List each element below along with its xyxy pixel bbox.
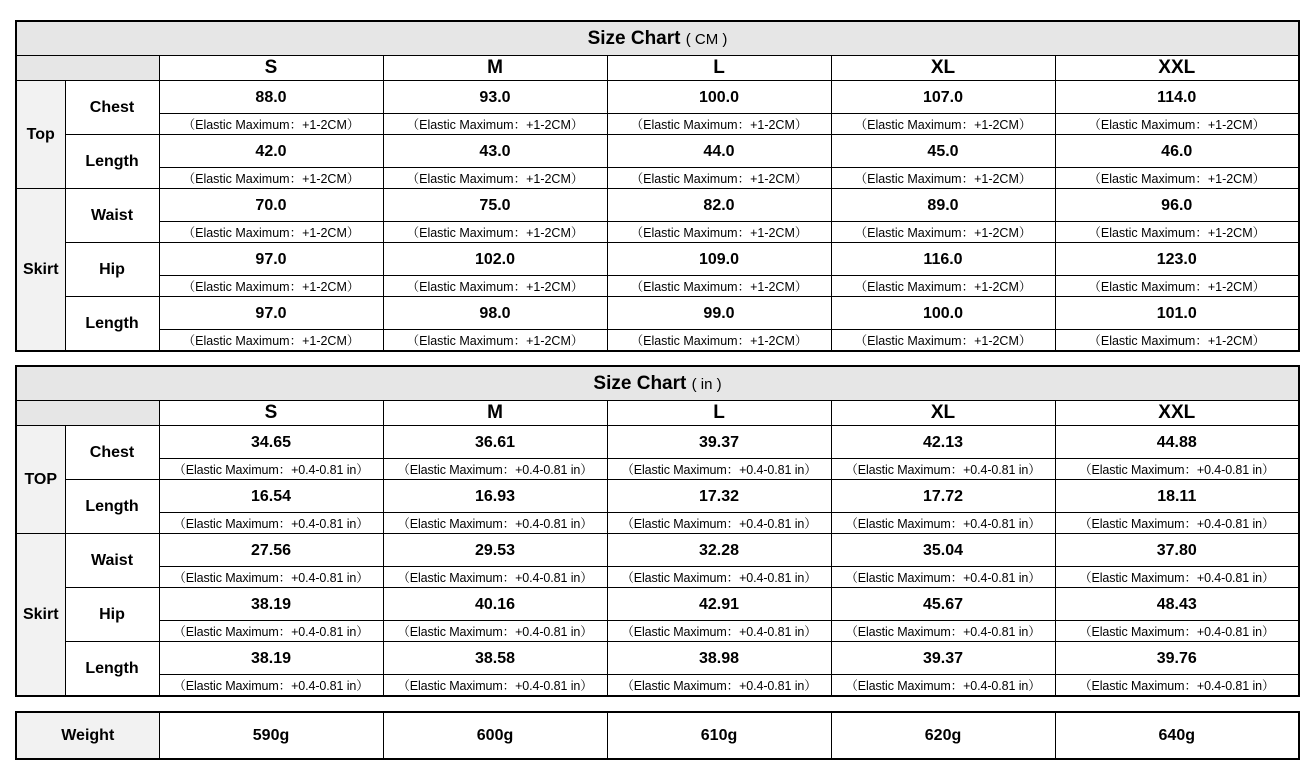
table-row bbox=[16, 588, 1299, 621]
elastic-note: （Elastic Maximum：+1-2CM） bbox=[383, 222, 607, 243]
size-header-s: S bbox=[159, 401, 383, 426]
elastic-note: （Elastic Maximum：+0.4-0.81 in） bbox=[159, 675, 383, 697]
measurement-value: 97.0 bbox=[159, 297, 383, 330]
elastic-note: （Elastic Maximum：+1-2CM） bbox=[159, 330, 383, 352]
measurement-value: 98.0 bbox=[383, 297, 607, 330]
measurement-value: 88.0 bbox=[159, 81, 383, 114]
chart-title-row bbox=[16, 366, 1299, 401]
table-row bbox=[16, 276, 1299, 297]
weight-table bbox=[15, 711, 1300, 760]
table-row bbox=[16, 81, 1299, 114]
measure-label: Hip bbox=[65, 243, 159, 297]
measure-label: Chest bbox=[65, 426, 159, 480]
elastic-note: （Elastic Maximum：+1-2CM） bbox=[159, 168, 383, 189]
elastic-note: （Elastic Maximum：+1-2CM） bbox=[1055, 330, 1299, 352]
measurement-value: 39.76 bbox=[1055, 642, 1299, 675]
measurement-value: 100.0 bbox=[607, 81, 831, 114]
measurement-value: 34.65 bbox=[159, 426, 383, 459]
measurement-value: 107.0 bbox=[831, 81, 1055, 114]
measurement-value: 109.0 bbox=[607, 243, 831, 276]
elastic-note: （Elastic Maximum：+1-2CM） bbox=[1055, 168, 1299, 189]
measurement-value: 114.0 bbox=[1055, 81, 1299, 114]
size-header-s: S bbox=[159, 56, 383, 81]
elastic-note: （Elastic Maximum：+1-2CM） bbox=[383, 114, 607, 135]
elastic-note: （Elastic Maximum：+1-2CM） bbox=[607, 276, 831, 297]
elastic-note: （Elastic Maximum：+0.4-0.81 in） bbox=[159, 513, 383, 534]
elastic-note: （Elastic Maximum：+0.4-0.81 in） bbox=[607, 459, 831, 480]
measurement-value: 36.61 bbox=[383, 426, 607, 459]
table-row bbox=[16, 222, 1299, 243]
elastic-note: （Elastic Maximum：+0.4-0.81 in） bbox=[607, 621, 831, 642]
measurement-value: 38.98 bbox=[607, 642, 831, 675]
weight-value: 620g bbox=[831, 712, 1055, 759]
measurement-value: 37.80 bbox=[1055, 534, 1299, 567]
measurement-value: 17.72 bbox=[831, 480, 1055, 513]
weight-label: Weight bbox=[16, 712, 159, 759]
size-header-row bbox=[16, 401, 1299, 426]
measurement-value: 38.19 bbox=[159, 588, 383, 621]
elastic-note: （Elastic Maximum：+1-2CM） bbox=[831, 168, 1055, 189]
elastic-note: （Elastic Maximum：+0.4-0.81 in） bbox=[607, 567, 831, 588]
elastic-note: （Elastic Maximum：+0.4-0.81 in） bbox=[383, 675, 607, 697]
measure-label: Waist bbox=[65, 534, 159, 588]
elastic-note: （Elastic Maximum：+1-2CM） bbox=[383, 330, 607, 352]
size-header-xxl: XXL bbox=[1055, 401, 1299, 426]
measurement-value: 35.04 bbox=[831, 534, 1055, 567]
group-label: Top bbox=[16, 81, 65, 189]
measurement-value: 17.32 bbox=[607, 480, 831, 513]
measurement-value: 18.11 bbox=[1055, 480, 1299, 513]
measurement-value: 16.93 bbox=[383, 480, 607, 513]
measurement-value: 116.0 bbox=[831, 243, 1055, 276]
table-row bbox=[16, 459, 1299, 480]
measurement-value: 44.0 bbox=[607, 135, 831, 168]
elastic-note: （Elastic Maximum：+0.4-0.81 in） bbox=[383, 513, 607, 534]
measurement-value: 40.16 bbox=[383, 588, 607, 621]
elastic-note: （Elastic Maximum：+1-2CM） bbox=[159, 114, 383, 135]
size-chart-cm bbox=[15, 20, 1300, 352]
elastic-note: （Elastic Maximum：+0.4-0.81 in） bbox=[607, 513, 831, 534]
measurement-value: 42.0 bbox=[159, 135, 383, 168]
measurement-value: 27.56 bbox=[159, 534, 383, 567]
table-row bbox=[16, 135, 1299, 168]
elastic-note: （Elastic Maximum：+1-2CM） bbox=[831, 222, 1055, 243]
header-corner bbox=[16, 401, 159, 426]
elastic-note: （Elastic Maximum：+0.4-0.81 in） bbox=[1055, 675, 1299, 697]
measurement-value: 99.0 bbox=[607, 297, 831, 330]
chart-title-text: Size Chart bbox=[593, 372, 687, 394]
table-row bbox=[16, 642, 1299, 675]
measurement-value: 38.19 bbox=[159, 642, 383, 675]
table-row bbox=[16, 675, 1299, 697]
elastic-note: （Elastic Maximum：+1-2CM） bbox=[159, 276, 383, 297]
weight-value: 590g bbox=[159, 712, 383, 759]
elastic-note: （Elastic Maximum：+1-2CM） bbox=[383, 168, 607, 189]
elastic-note: （Elastic Maximum：+1-2CM） bbox=[607, 222, 831, 243]
measurement-value: 82.0 bbox=[607, 189, 831, 222]
elastic-note: （Elastic Maximum：+0.4-0.81 in） bbox=[383, 459, 607, 480]
measure-label: Waist bbox=[65, 189, 159, 243]
table-row bbox=[16, 426, 1299, 459]
weight-value: 600g bbox=[383, 712, 607, 759]
elastic-note: （Elastic Maximum：+0.4-0.81 in） bbox=[1055, 513, 1299, 534]
table-row bbox=[16, 189, 1299, 222]
elastic-note: （Elastic Maximum：+0.4-0.81 in） bbox=[383, 621, 607, 642]
measurement-value: 93.0 bbox=[383, 81, 607, 114]
measurement-value: 42.91 bbox=[607, 588, 831, 621]
elastic-note: （Elastic Maximum：+0.4-0.81 in） bbox=[831, 459, 1055, 480]
group-label: Skirt bbox=[16, 534, 65, 697]
measurement-value: 44.88 bbox=[1055, 426, 1299, 459]
size-chart-in bbox=[15, 365, 1300, 697]
elastic-note: （Elastic Maximum：+1-2CM） bbox=[1055, 222, 1299, 243]
measurement-value: 70.0 bbox=[159, 189, 383, 222]
measurement-value: 39.37 bbox=[831, 642, 1055, 675]
table-row bbox=[16, 567, 1299, 588]
chart-unit: ( in ) bbox=[691, 375, 722, 393]
elastic-note: （Elastic Maximum：+0.4-0.81 in） bbox=[1055, 567, 1299, 588]
table-row bbox=[16, 168, 1299, 189]
chart-title bbox=[16, 366, 1299, 401]
measurement-value: 89.0 bbox=[831, 189, 1055, 222]
measurement-value: 16.54 bbox=[159, 480, 383, 513]
elastic-note: （Elastic Maximum：+1-2CM） bbox=[831, 330, 1055, 352]
table-row bbox=[16, 114, 1299, 135]
measurement-value: 75.0 bbox=[383, 189, 607, 222]
measurement-value: 48.43 bbox=[1055, 588, 1299, 621]
elastic-note: （Elastic Maximum：+0.4-0.81 in） bbox=[831, 621, 1055, 642]
table-row bbox=[16, 330, 1299, 352]
measurement-value: 102.0 bbox=[383, 243, 607, 276]
measure-label: Hip bbox=[65, 588, 159, 642]
measurement-value: 32.28 bbox=[607, 534, 831, 567]
table-row bbox=[16, 534, 1299, 567]
measure-label: Length bbox=[65, 642, 159, 697]
elastic-note: （Elastic Maximum：+0.4-0.81 in） bbox=[831, 513, 1055, 534]
size-header-xl: XL bbox=[831, 401, 1055, 426]
size-header-xxl: XXL bbox=[1055, 56, 1299, 81]
size-header-m: M bbox=[383, 56, 607, 81]
table-row bbox=[16, 513, 1299, 534]
elastic-note: （Elastic Maximum：+1-2CM） bbox=[607, 114, 831, 135]
size-header-l: L bbox=[607, 401, 831, 426]
size-header-xl: XL bbox=[831, 56, 1055, 81]
group-label: TOP bbox=[16, 426, 65, 534]
measurement-value: 29.53 bbox=[383, 534, 607, 567]
size-header-row bbox=[16, 56, 1299, 81]
elastic-note: （Elastic Maximum：+0.4-0.81 in） bbox=[1055, 621, 1299, 642]
measurement-value: 101.0 bbox=[1055, 297, 1299, 330]
table-row bbox=[16, 243, 1299, 276]
chart-title-text: Size Chart bbox=[587, 27, 681, 49]
elastic-note: （Elastic Maximum：+0.4-0.81 in） bbox=[1055, 459, 1299, 480]
elastic-note: （Elastic Maximum：+1-2CM） bbox=[1055, 276, 1299, 297]
table-row bbox=[16, 297, 1299, 330]
group-label: Skirt bbox=[16, 189, 65, 352]
weight-value: 610g bbox=[607, 712, 831, 759]
measure-label: Chest bbox=[65, 81, 159, 135]
elastic-note: （Elastic Maximum：+1-2CM） bbox=[607, 168, 831, 189]
elastic-note: （Elastic Maximum：+0.4-0.81 in） bbox=[159, 621, 383, 642]
table-row bbox=[16, 480, 1299, 513]
measurement-value: 43.0 bbox=[383, 135, 607, 168]
weight-value: 640g bbox=[1055, 712, 1299, 759]
measurement-value: 42.13 bbox=[831, 426, 1055, 459]
measurement-value: 46.0 bbox=[1055, 135, 1299, 168]
measurement-value: 39.37 bbox=[607, 426, 831, 459]
elastic-note: （Elastic Maximum：+0.4-0.81 in） bbox=[159, 459, 383, 480]
elastic-note: （Elastic Maximum：+1-2CM） bbox=[383, 276, 607, 297]
elastic-note: （Elastic Maximum：+1-2CM） bbox=[831, 114, 1055, 135]
elastic-note: （Elastic Maximum：+0.4-0.81 in） bbox=[159, 567, 383, 588]
elastic-note: （Elastic Maximum：+1-2CM） bbox=[159, 222, 383, 243]
elastic-note: （Elastic Maximum：+0.4-0.81 in） bbox=[383, 567, 607, 588]
elastic-note: （Elastic Maximum：+1-2CM） bbox=[1055, 114, 1299, 135]
measurement-value: 100.0 bbox=[831, 297, 1055, 330]
weight-row bbox=[16, 712, 1299, 759]
elastic-note: （Elastic Maximum：+0.4-0.81 in） bbox=[607, 675, 831, 697]
elastic-note: （Elastic Maximum：+0.4-0.81 in） bbox=[831, 567, 1055, 588]
measure-label: Length bbox=[65, 480, 159, 534]
chart-title-row bbox=[16, 21, 1299, 56]
measurement-value: 97.0 bbox=[159, 243, 383, 276]
measurement-value: 45.0 bbox=[831, 135, 1055, 168]
elastic-note: （Elastic Maximum：+0.4-0.81 in） bbox=[831, 675, 1055, 697]
measurement-value: 123.0 bbox=[1055, 243, 1299, 276]
measurement-value: 96.0 bbox=[1055, 189, 1299, 222]
elastic-note: （Elastic Maximum：+1-2CM） bbox=[607, 330, 831, 352]
table-row bbox=[16, 621, 1299, 642]
size-header-l: L bbox=[607, 56, 831, 81]
chart-title bbox=[16, 21, 1299, 56]
chart-unit: ( CM ) bbox=[685, 30, 728, 48]
measure-label: Length bbox=[65, 297, 159, 352]
measurement-value: 45.67 bbox=[831, 588, 1055, 621]
measure-label: Length bbox=[65, 135, 159, 189]
elastic-note: （Elastic Maximum：+1-2CM） bbox=[831, 276, 1055, 297]
size-header-m: M bbox=[383, 401, 607, 426]
header-corner bbox=[16, 56, 159, 81]
measurement-value: 38.58 bbox=[383, 642, 607, 675]
